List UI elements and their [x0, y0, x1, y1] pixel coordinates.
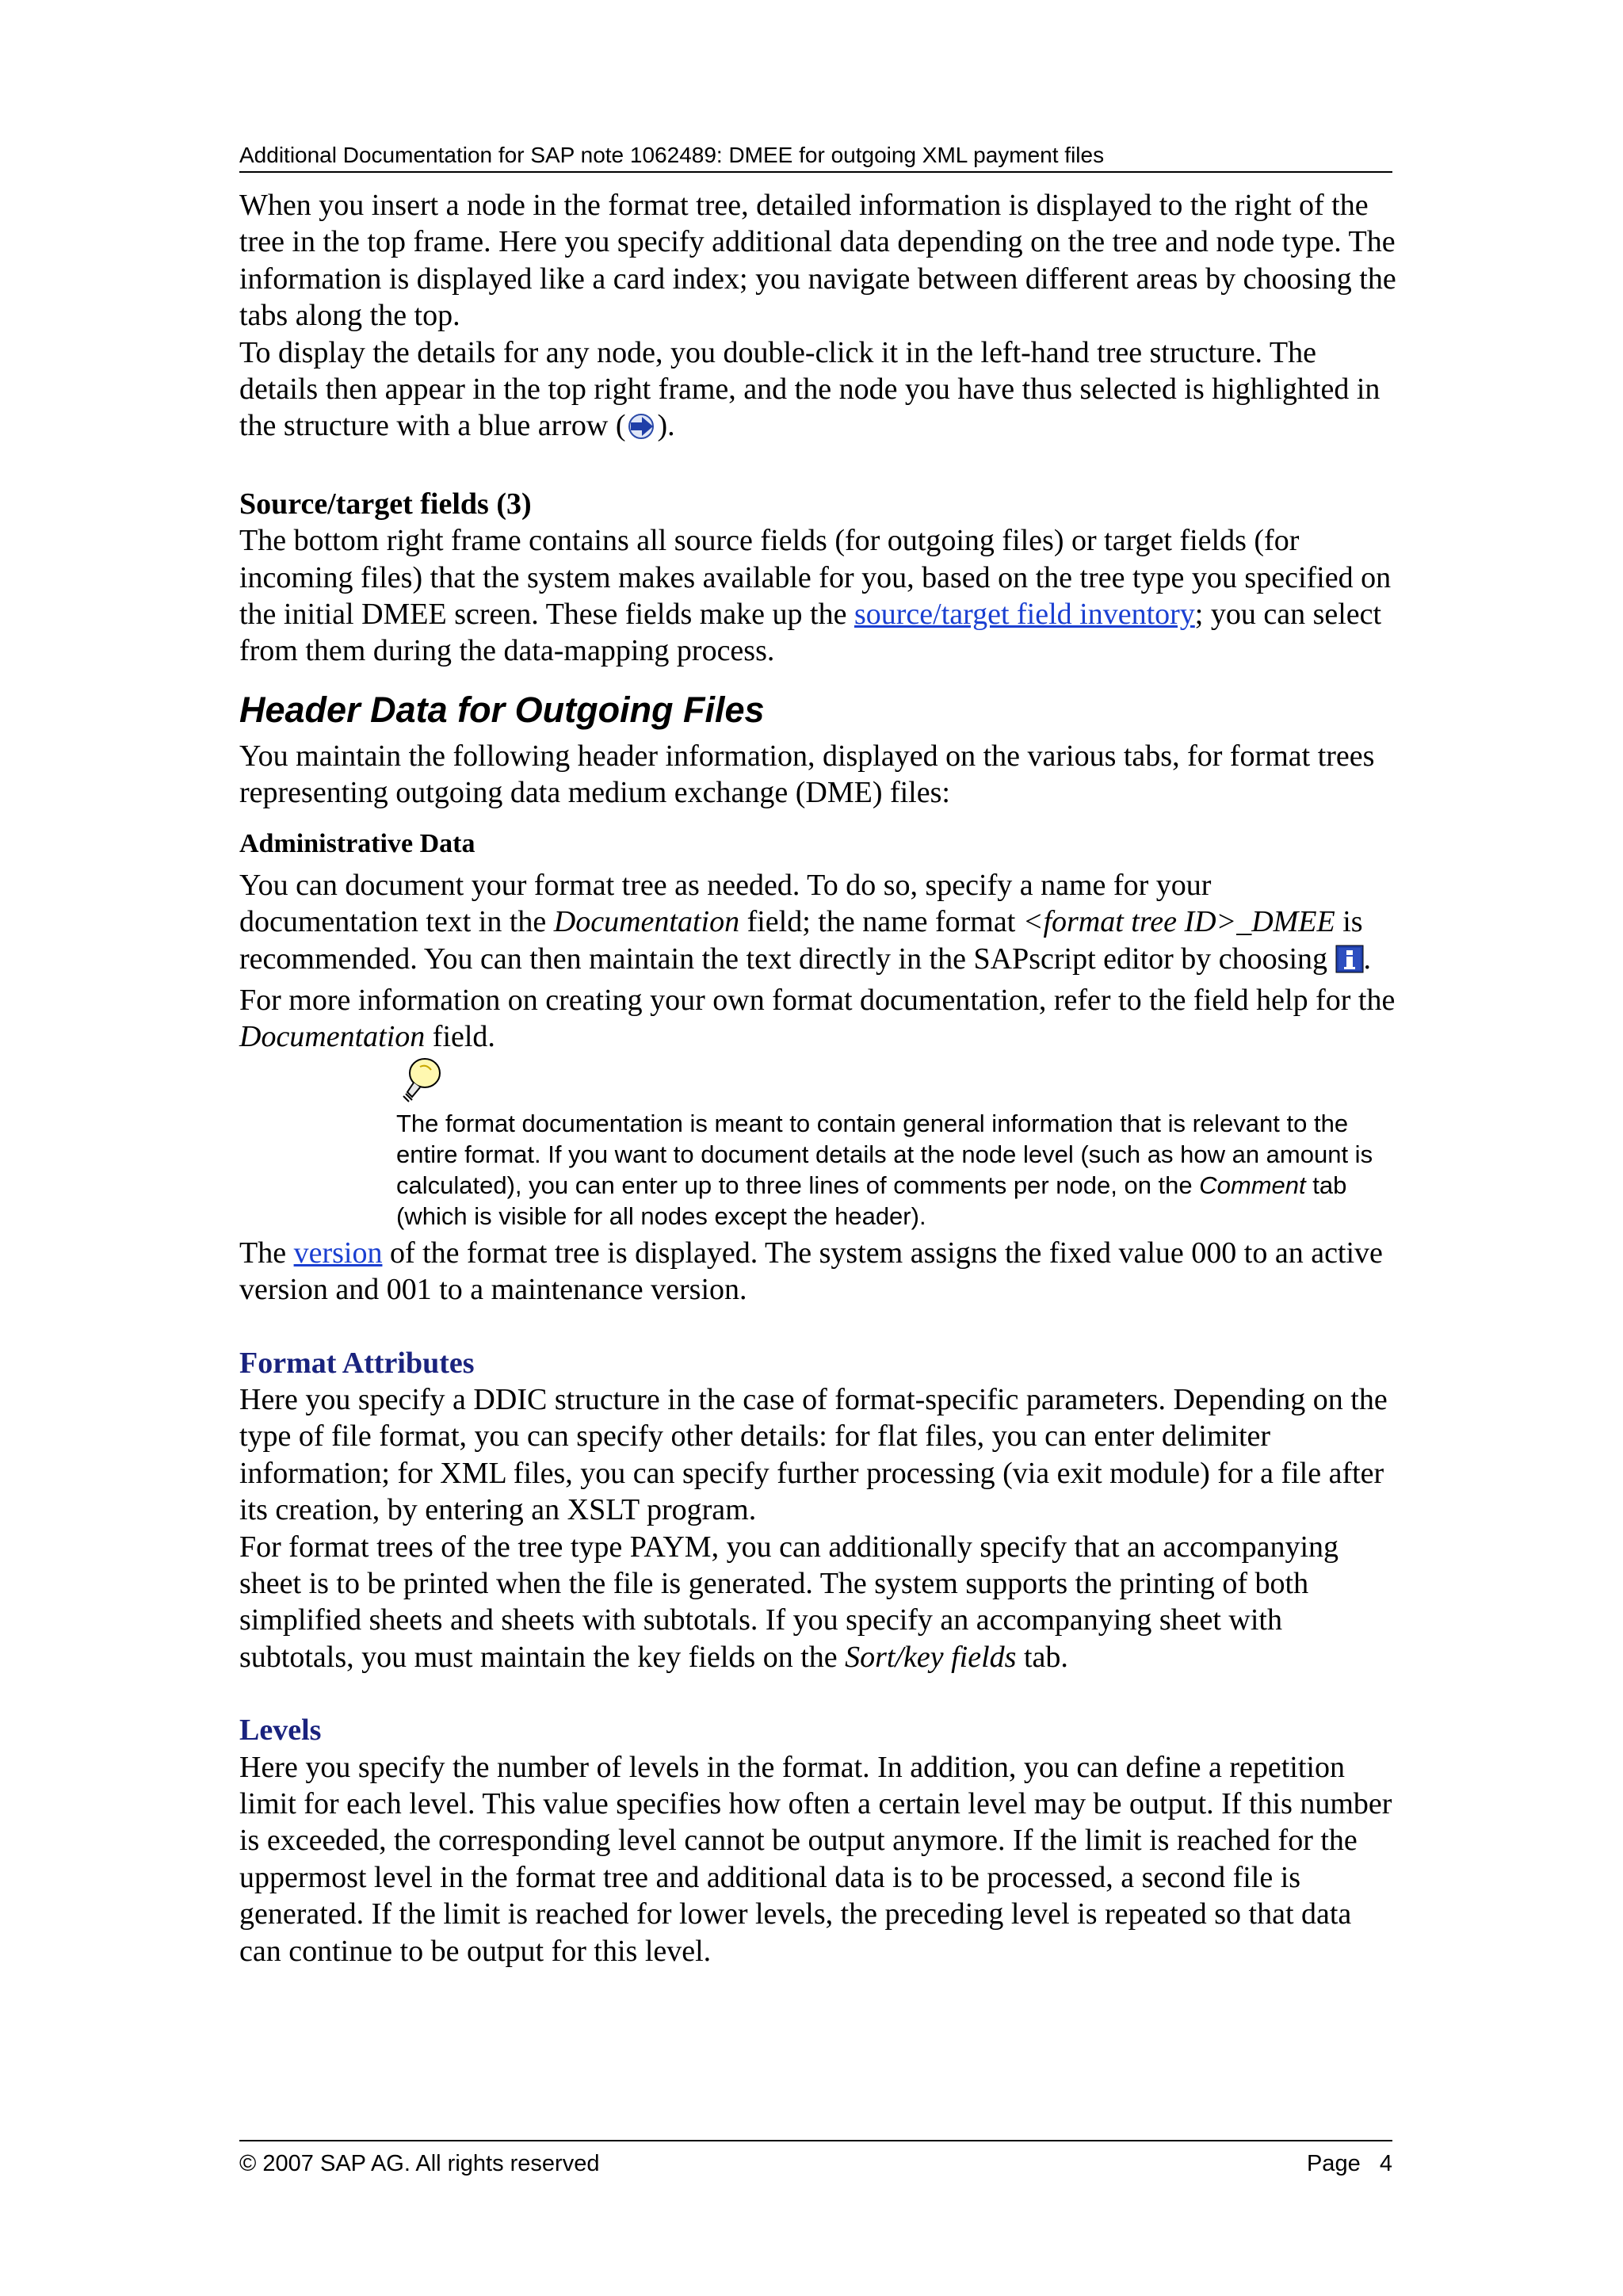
source-target-heading: Source/target fields (3)	[239, 487, 532, 521]
page-header	[239, 141, 1392, 173]
lightbulb-icon	[396, 1056, 1396, 1105]
version-link[interactable]: version	[293, 1236, 383, 1270]
intro-paragraph-1: When you insert a node in the format tree, detailed information is displayed to the right of the tree in the top frame. Here you specify additional data depending on the tree and node type. The information is displayed like a card index; you navigate between different areas by choosing the tabs along the top.	[239, 189, 1396, 333]
levels-paragraph: Here you specify the number of levels in the format. In addition, you can define a repetition limit for each level. This value specifies how often a certain level may be output. If this number is exceeded, the corresponding level cannot be output anymore. If the limit is reached for the uppermost level in the format tree and additional data is to be processed, a second file is generated. If the limit is reached for lower levels, the preceding level is repeated so that data can continue to be output for this level.	[239, 1750, 1392, 1968]
header-data-heading: Header Data for Outgoing Files	[239, 689, 765, 730]
page-number: Page 4	[1306, 2151, 1392, 2176]
info-icon	[1335, 945, 1364, 982]
note-box	[396, 1056, 1396, 1232]
format-attributes-paragraph-1: Here you specify a DDIC structure in the case of format-specific parameters. Depending on the type of file format, you can specify other details: for flat files, you can enter delimiter information; for XML files, you can specify further processing (via exit module) for a file after its creation, by entering an XSLT program.	[239, 1382, 1388, 1527]
page-footer	[239, 2140, 1392, 2178]
administrative-data-paragraph: You can document your format tree as needed. To do so, specify a name for your documentation text in the Documentation field; the name format <format tree ID>_DMEE is recommended. You can then maintain the text directly in the SAPscript editor by choosing . For more information on creating your own format documentation, refer to the field help for the Documentation field.	[239, 868, 1396, 1054]
levels-heading: Levels	[239, 1713, 322, 1748]
intro-paragraph-2: To display the details for any node, you double-click it in the left-hand tree structure. The details then appear in the top right frame, and the node you have thus selected is highlighted in the structure with a blue arrow ( ).	[239, 334, 1396, 449]
format-attributes-paragraph-2: For format trees of the tree type PAYM, you can additionally specify that an accompanying sheet is to be printed when the file is generated. The system supports the printing of both simplified sheets and sheets with subtotals. If you specify an accompanying sheet with subtotals, you must maintain the key fields on the Sort/key fields tab.	[239, 1530, 1338, 1674]
document-body	[239, 187, 1396, 1969]
format-attributes-heading: Format Attributes	[239, 1346, 475, 1380]
administrative-data-heading: Administrative Data	[239, 828, 475, 858]
note-text: The format documentation is meant to contain general information that is relevant to the entire format. If you want to document details at the node level (such as how an amount is calculated), you can enter up to three lines of comments per node, on the Comment tab (which is visible for all nodes except the header).	[396, 1109, 1373, 1230]
copyright-text: © 2007 SAP AG. All rights reserved	[239, 2151, 600, 2176]
blue-arrow-icon	[626, 412, 658, 449]
source-target-field-inventory-link[interactable]: source/target field inventory	[854, 598, 1195, 632]
source-target-paragraph: The bottom right frame contains all source fields (for outgoing files) or target fields (for incoming files) that the system makes available for you, based on the tree type you specified on the initial DMEE screen. These fields make up the source/target field inventory; you can select from them during the data-mapping process.	[239, 524, 1392, 668]
document-title: Additional Documentation for SAP note 1062489: DMEE for outgoing XML payment files	[239, 143, 1105, 167]
version-paragraph: The version of the format tree is displayed. The system assigns the fixed value 000 to an active version and 001 to a maintenance version.	[239, 1236, 1383, 1307]
header-data-intro: You maintain the following header information, displayed on the various tabs, for format trees representing outgoing data medium exchange (DME) files:	[239, 739, 1375, 810]
